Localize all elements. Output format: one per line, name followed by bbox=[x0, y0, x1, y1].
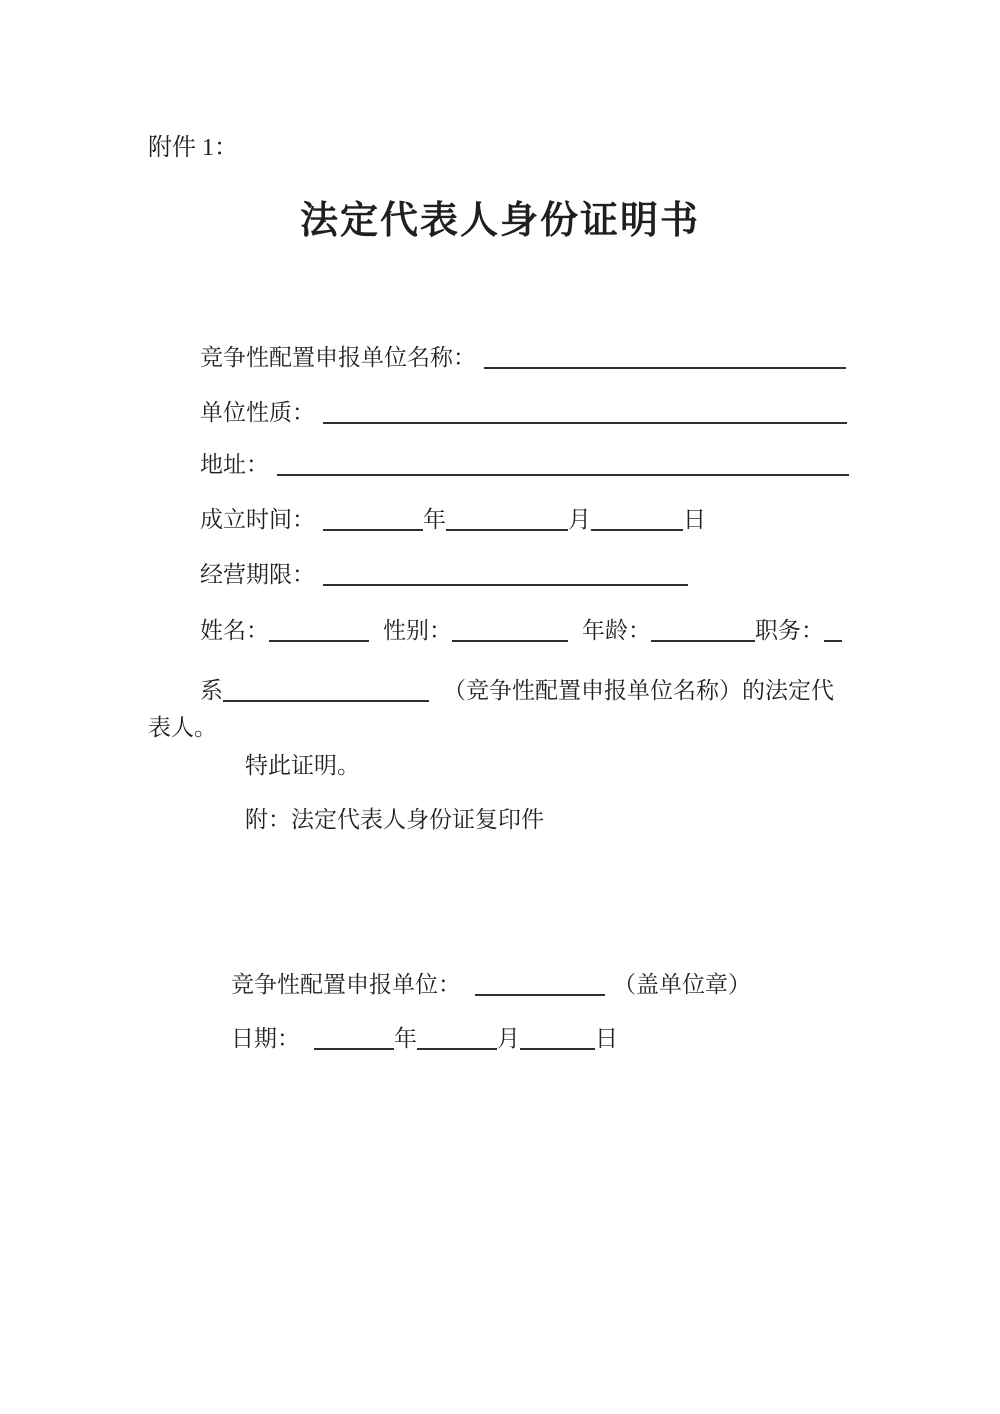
date-month-blank bbox=[417, 1026, 497, 1050]
position-label: 职务： bbox=[755, 618, 824, 643]
address-blank bbox=[277, 452, 849, 476]
date-label: 日期： bbox=[231, 1026, 300, 1051]
name-blank bbox=[269, 618, 369, 642]
established-month-blank bbox=[446, 507, 568, 531]
attachment-label: 附件 1： bbox=[148, 135, 238, 161]
position-blank bbox=[824, 618, 842, 642]
statement-prefix: 系 bbox=[200, 678, 223, 703]
gender-blank bbox=[452, 618, 568, 642]
established-year-blank bbox=[323, 507, 423, 531]
age-blank bbox=[651, 618, 755, 642]
footer-unit-blank bbox=[475, 972, 605, 996]
age-label: 年龄： bbox=[582, 618, 651, 643]
footer-date-row bbox=[231, 1024, 618, 1054]
date-day-suffix: 日 bbox=[595, 1026, 618, 1051]
established-label: 成立时间： bbox=[200, 507, 315, 532]
date-year-suffix: 年 bbox=[394, 1026, 417, 1051]
date-year-blank bbox=[314, 1026, 394, 1050]
statement-blank bbox=[223, 678, 429, 702]
seal-note: （盖单位章） bbox=[613, 972, 751, 997]
field-established bbox=[200, 505, 706, 535]
unit-name-label: 竞争性配置申报单位名称： bbox=[200, 345, 476, 370]
name-label: 姓名： bbox=[200, 618, 269, 643]
unit-name-blank bbox=[484, 345, 846, 369]
gender-label: 性别： bbox=[383, 618, 452, 643]
page-title: 法定代表人身份证明书 bbox=[299, 200, 700, 242]
field-term bbox=[200, 560, 688, 590]
attachment-note: 附：法定代表人身份证复印件 bbox=[245, 807, 544, 832]
address-label: 地址： bbox=[200, 452, 269, 477]
certify-text: 特此证明。 bbox=[245, 753, 360, 778]
footer-unit-row bbox=[231, 970, 751, 1000]
unit-nature-blank bbox=[323, 400, 847, 424]
year-suffix: 年 bbox=[423, 507, 446, 532]
month-suffix: 月 bbox=[568, 507, 591, 532]
field-unit-name bbox=[200, 343, 846, 373]
field-person bbox=[200, 616, 842, 646]
footer-unit-label: 竞争性配置申报单位： bbox=[231, 972, 461, 997]
term-blank bbox=[323, 562, 688, 586]
unit-nature-label: 单位性质： bbox=[200, 400, 315, 425]
statement-line1-tail: （竞争性配置申报单位名称）的法定代 bbox=[443, 678, 834, 703]
field-address bbox=[200, 450, 849, 480]
statement-paragraph bbox=[148, 672, 860, 746]
date-day-blank bbox=[520, 1026, 595, 1050]
established-day-blank bbox=[591, 507, 683, 531]
term-label: 经营期限： bbox=[200, 562, 315, 587]
date-month-suffix: 月 bbox=[497, 1026, 520, 1051]
statement-line2: 表人。 bbox=[148, 715, 217, 740]
field-unit-nature bbox=[200, 398, 847, 428]
day-suffix: 日 bbox=[683, 507, 706, 532]
